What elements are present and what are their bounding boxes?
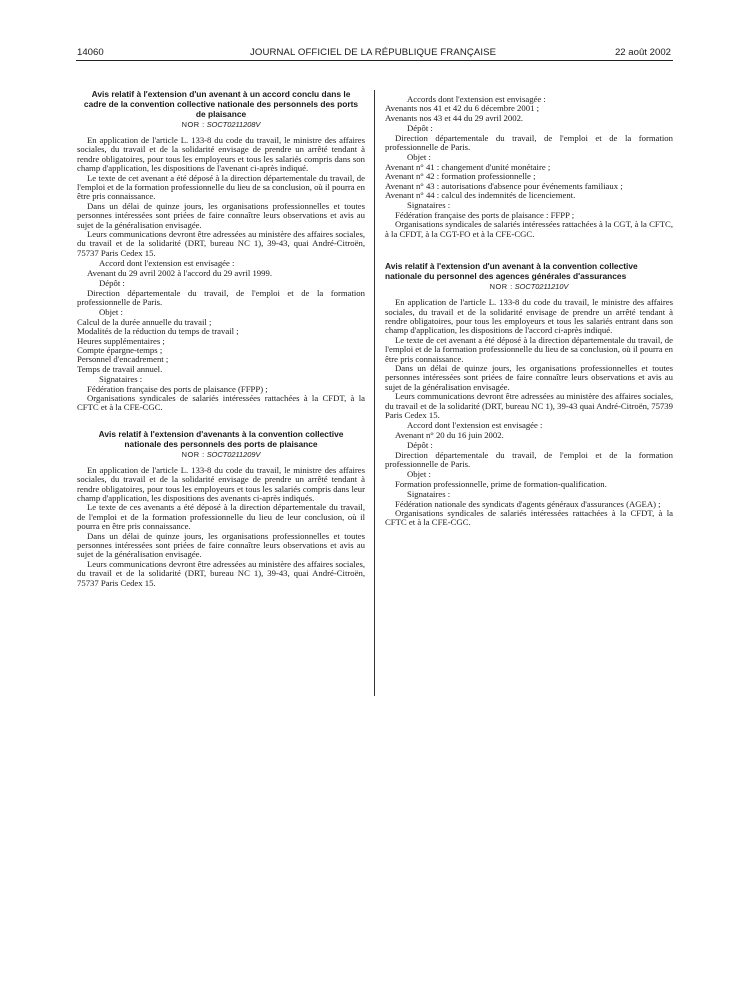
header-rule bbox=[76, 60, 673, 61]
accord-label: Accord dont l'extension est envisagée : bbox=[99, 258, 235, 269]
paragraph: Le texte de cet avenant a été déposé à la direction départementale du travail, de l'emploi et de la formation professionnelle du lieu de sa conclusion, où il pourra en être pris connaissance. bbox=[385, 334, 673, 364]
nor-label: NOR : bbox=[181, 449, 205, 459]
signataire-item: Organisations syndicales de salariés intéressées rattachées à la CGT, à la CFTC, à la CFDT, à la CGT-FO et à la CFE-CGC. bbox=[385, 219, 673, 239]
depot-label: Dépôt : bbox=[407, 440, 433, 451]
objet-item: Avenant n° 42 : formation professionnelle ; bbox=[385, 171, 536, 182]
paragraph: En application de l'article L. 133-8 du code du travail, le ministre des affaires sociales, du travail et de la solidarité envisage de prendre un arrêté tendant à rendre obligatoires, pour tous les employeurs et tous les salariés compris dans son champ d'application, les dispositions de l'avenant ci-après indiqué. bbox=[77, 135, 365, 174]
signataire-item: Fédération française des ports de plaisance (FFPP) ; bbox=[87, 383, 268, 394]
publication-date: 22 août 2002 bbox=[614, 47, 671, 58]
left-column bbox=[77, 89, 365, 604]
depot-value: Direction départementale du travail, de l'emploi et de la formation professionnelle de Paris. bbox=[77, 287, 365, 307]
paragraph: Le texte de ces avenants a été déposé à la direction départementale du travail, de l'emploi et de la formation professionnelle du lieu de leur conclusion, où il pourra en être pris connaissance. bbox=[77, 502, 365, 532]
paragraph: Dans un délai de quinze jours, les organisations professionnelles et toutes personnes intéressées sont priées de faire connaître leurs observations et avis au sujet de la généralisation envisagée. bbox=[77, 200, 365, 230]
signataires-label: Signataires : bbox=[407, 200, 451, 211]
depot-value: Direction départementale du travail, de l'emploi et de la formation professionnelle de Paris. bbox=[385, 132, 673, 153]
notice-ports-plaisance-avenants bbox=[77, 429, 365, 588]
objet-item: Avenant n° 44 : calcul des indemnités de licenciement. bbox=[385, 190, 576, 201]
nor-reference bbox=[77, 120, 365, 130]
objet-label: Objet : bbox=[99, 307, 123, 318]
notice-title: Avis relatif à l'extension d'avenants à la convention collective nationale des personnels des ports de plaisance bbox=[98, 428, 344, 449]
nor-label: NOR : bbox=[181, 120, 205, 129]
objet-label: Objet : bbox=[407, 469, 431, 480]
signataire-item: Fédération française des ports de plaisance : FFPP ; bbox=[395, 209, 575, 220]
notice-agences-assurances-avenant bbox=[385, 261, 673, 528]
objet-item: Calcul de la durée annuelle du travail ; bbox=[77, 316, 212, 327]
nor-reference bbox=[77, 450, 365, 460]
objet-item: Modalités de la réduction du temps de travail ; bbox=[77, 326, 239, 337]
notice-ports-plaisance-avenant bbox=[77, 89, 365, 413]
signataire-item: Organisations syndicales de salariés intéressées rattachées à la CFDT, à la CFTC et à la CFE-CGC. bbox=[385, 508, 673, 528]
objet-item: Avenant n° 43 : autorisations d'absence pour événements familiaux ; bbox=[385, 180, 623, 191]
objet-value: Formation professionnelle, prime de formation-qualification. bbox=[395, 478, 607, 489]
signataires-label: Signataires : bbox=[99, 374, 143, 385]
objet-item: Compte épargne-temps ; bbox=[77, 344, 163, 355]
nor-value: SOCT0211209V bbox=[206, 449, 261, 459]
nor-label: NOR : bbox=[489, 282, 513, 292]
paragraph: Dans un délai de quinze jours, les organisations professionnelles et toutes personnes intéressées sont priées de faire connaître leurs observations et avis au sujet de la généralisation envisagée. bbox=[385, 362, 673, 392]
accord-value: Avenant n° 20 du 16 juin 2002. bbox=[395, 429, 504, 440]
accord-label: Accord dont l'extension est envisagée : bbox=[407, 420, 543, 431]
objet-item: Avenant n° 41 : changement d'unité monétaire ; bbox=[385, 161, 551, 172]
page-number: 14060 bbox=[77, 47, 104, 58]
column-divider bbox=[374, 90, 375, 696]
accord-label: Accords dont l'extension est envisagée : bbox=[407, 94, 546, 104]
notice-ports-plaisance-avenants-continued bbox=[385, 95, 673, 239]
objet-item: Temps de travail annuel. bbox=[77, 363, 163, 374]
accord-value: Avenant du 29 avril 2002 à l'accord du 29 avril 1999. bbox=[87, 267, 272, 278]
paragraph: En application de l'article L. 133-8 du code du travail, le ministre des affaires sociales, du travail et de la solidarité envisage de prendre un arrêté tendant à rendre obligatoires, pour tous les employeurs et tous les salariés compris dans leur champ d'application, les dispositions des avenants ci-après indiqués. bbox=[77, 464, 365, 503]
journal-title: JOURNAL OFFICIEL DE LA RÉPUBLIQUE FRANÇAISE bbox=[250, 47, 497, 58]
notice-title: Avis relatif à l'extension d'un avenant à la convention collective nationale du personnel des agences générales d'assurances bbox=[385, 261, 638, 282]
right-column bbox=[385, 89, 673, 544]
accord-item: Avenants nos 43 et 44 du 29 avril 2002. bbox=[385, 112, 524, 123]
paragraph: Leurs communications devront être adressées au ministère des affaires sociales, du travail et de la solidarité (DRT, bureau NC 1), 39-43, quai André-Citroën, 75737 Paris Cedex 15. bbox=[77, 558, 365, 588]
depot-label: Dépôt : bbox=[99, 278, 125, 289]
nor-value: SOCT0211210V bbox=[514, 282, 569, 292]
paragraph: Dans un délai de quinze jours, les organisations professionnelles et toutes personnes intéressées sont priées de faire connaître leurs observations et avis au sujet de la généralisation envisagée. bbox=[77, 530, 365, 560]
depot-value: Direction départementale du travail, de l'emploi et de la formation professionnelle de Paris. bbox=[385, 449, 673, 469]
objet-label: Objet : bbox=[407, 152, 431, 163]
signataires-label: Signataires : bbox=[407, 489, 451, 500]
objet-item: Heures supplémentaires ; bbox=[77, 335, 165, 346]
paragraph: Leurs communications devront être adressées au ministère des affaires sociales, du travail et de la solidarité (DRT, bureau NC 1), 39-43 quai André-Citroën, 75739 Paris Cedex 15. bbox=[385, 391, 673, 420]
notice-title: Avis relatif à l'extension d'un avenant à un accord conclu dans le cadre de la convention collective nationale des personnels des ports de plaisance bbox=[83, 89, 359, 119]
paragraph: En application de l'article L. 133-8 du code du travail, le ministre des affaires sociales, du travail et de la solidarité envisage de prendre un arrêté tendant à rendre obligatoires, pour tous les employeurs et tous les salariés entrant dans son champ d'application, les dispositions de l'accord ci-après indiqué. bbox=[385, 297, 673, 336]
nor-value: SOCT0211208V bbox=[206, 120, 261, 129]
paragraph: Le texte de cet avenant a été déposé à la direction départementale du travail, de l'emploi et de la formation professionnelle du lieu de sa conclusion, où il pourra en être pris connaissance. bbox=[77, 172, 365, 202]
depot-label: Dépôt : bbox=[407, 123, 433, 134]
signataire-item: Organisations syndicales de salariés intéressées rattachées à la CFDT, à la CFTC et à la CFE-CGC. bbox=[77, 392, 365, 413]
accord-item: Avenants nos 41 et 42 du 6 décembre 2001 ; bbox=[385, 103, 540, 114]
objet-item: Personnel d'encadrement ; bbox=[77, 354, 169, 365]
page-header bbox=[0, 0, 748, 60]
nor-reference bbox=[385, 282, 673, 292]
paragraph: Leurs communications devront être adressées au ministère des affaires sociales, du travail et de la solidarité (DRT, bureau NC 1), 39-43, quai André-Citroën, 75737 Paris Cedex 15. bbox=[77, 229, 365, 258]
signataire-item: Fédération nationale des syndicats d'agents généraux d'assurances (AGEA) ; bbox=[395, 498, 661, 509]
